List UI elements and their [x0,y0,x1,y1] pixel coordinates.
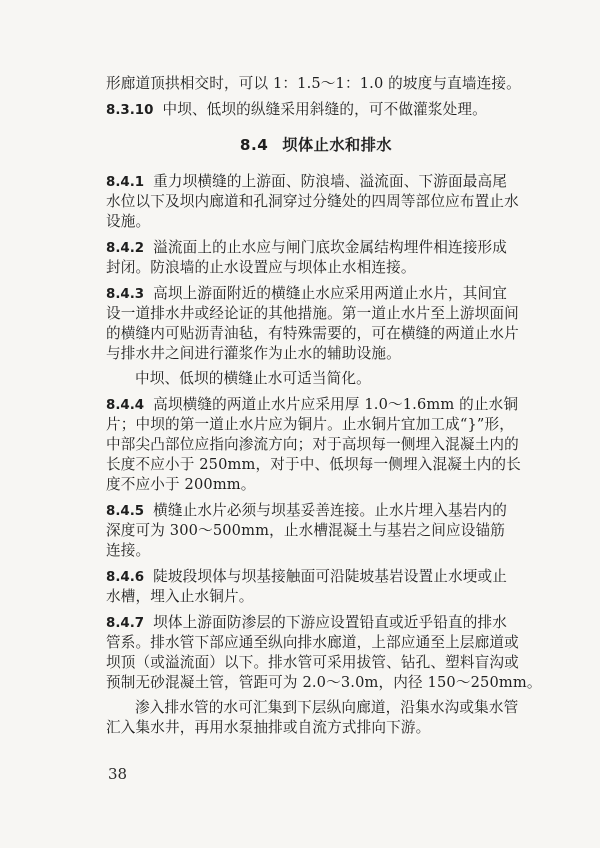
clause-text: 高坝上游面附近的横缝止水应采用两道止水片，其间宜 [153,285,507,302]
text-line: 封闭。防浪墙的止水设置应与坝体止水相连接。 [106,259,416,276]
clause-text: 重力坝横缝的上游面、防浪墙、溢流面、下游面最高尾 [153,173,507,190]
clause-8-4-7 [106,613,542,693]
text-line: 设施。 [106,213,151,230]
clause-8-4-5 [106,501,526,561]
page-number: 38 [108,765,128,783]
text-line: 预制无砂混凝土管，管距可为 2.0～3.0m，内径 150～250mm。 [106,674,542,691]
section-number: 8.4 [239,136,269,154]
clause-8-4-3 [106,284,526,364]
clause-number: 8.4.4 [106,398,145,413]
clause-number: 8.4.2 [106,241,145,256]
clause-8-4-6 [106,567,526,607]
clause-text: 高坝横缝的两道止水片应采用厚 1.0～1.6mm 的止水铜 [153,396,519,413]
clause-8-4-1 [106,172,526,232]
clause-8-4-3-note [106,369,526,389]
clause-text: 坝体上游面防渗层的下游应设置铅直或近乎铅直的排水 [153,614,507,631]
text-line: 水位以下及坝内廊道和孔洞穿过分缝处的四周等部位应布置止水 [106,193,519,210]
clause-8-4-7-note [106,698,526,738]
text-line: 坝顶（或溢流面）以下。排水管可采用拔管、钻孔、塑料盲沟或 [106,654,519,671]
text-line: 的横缝内可贴沥青油毡，有特殊需要的，可在横缝的两道止水片 [106,325,519,342]
clause-text: 横缝止水片必须与坝基妥善连接。止水片埋入基岩内的 [153,502,507,519]
paragraph-continuation [106,74,526,94]
clause-8-3-10 [106,100,526,120]
clause-number: 8.4.3 [106,287,145,302]
text-line: 度不应小于 200mm。 [106,476,256,493]
clause-text: 中坝、低坝的纵缝采用斜缝的，可不做灌浆处理。 [162,101,487,118]
clause-number: 8.4.1 [106,175,145,190]
text-line: 深度可为 300～500mm，止水槽混凝土与基岩之间应设锚筋 [106,522,505,539]
text-line: 长度不应小于 250mm，对于中、低坝每一侧埋入混凝土内的长 [106,456,521,473]
text-line: 水槽，埋入止水铜片。 [106,588,254,605]
text-line: 形廊道顶拱相交时，可以 1：1.5～1：1.0 的坡度与直墙连接。 [106,75,521,92]
clause-text: 溢流面上的止水应与闸门底坎金属结构埋件相连接形成 [153,239,507,256]
clause-number: 8.3.10 [106,103,154,118]
clause-number: 8.4.6 [106,570,145,585]
text-line: 与排水井之间进行灌浆作为止水的辅助设施。 [106,345,401,362]
text-line: 中部尖凸部位应指向渗流方向；对于高坝每一侧埋入混凝土内的 [106,436,519,453]
text-line: 片；中坝的第一道止水片应为铜片。止水铜片宜加工成“}”形， [106,416,514,433]
clause-8-4-2 [106,238,526,278]
text-line: 连接。 [106,542,151,559]
section-heading [106,132,526,158]
text-line: 管系。排水管下部应通至纵向排水廊道，上部应通至上层廊道或 [106,634,519,651]
clause-number: 8.4.7 [106,616,145,631]
clause-text: 陡坡段坝体与坝基接触面可沿陡坡基岩设置止水埂或止 [153,568,507,585]
section-title-text: 坝体止水和排水 [282,136,393,154]
text-line: 渗入排水管的水可汇集到下层纵向廊道，沿集水沟或集水管 [135,699,519,716]
clause-8-4-4 [106,395,526,495]
text-line: 汇入集水井，再用水泵抽排或自流方式排向下游。 [106,719,431,736]
clause-number: 8.4.5 [106,504,145,519]
text-line: 中坝、低坝的横缝止水可适当简化。 [135,370,371,387]
text-line: 设一道排水井或经论证的其他措施。第一道止水片至上游坝面间 [106,305,519,322]
page-body [106,74,542,744]
